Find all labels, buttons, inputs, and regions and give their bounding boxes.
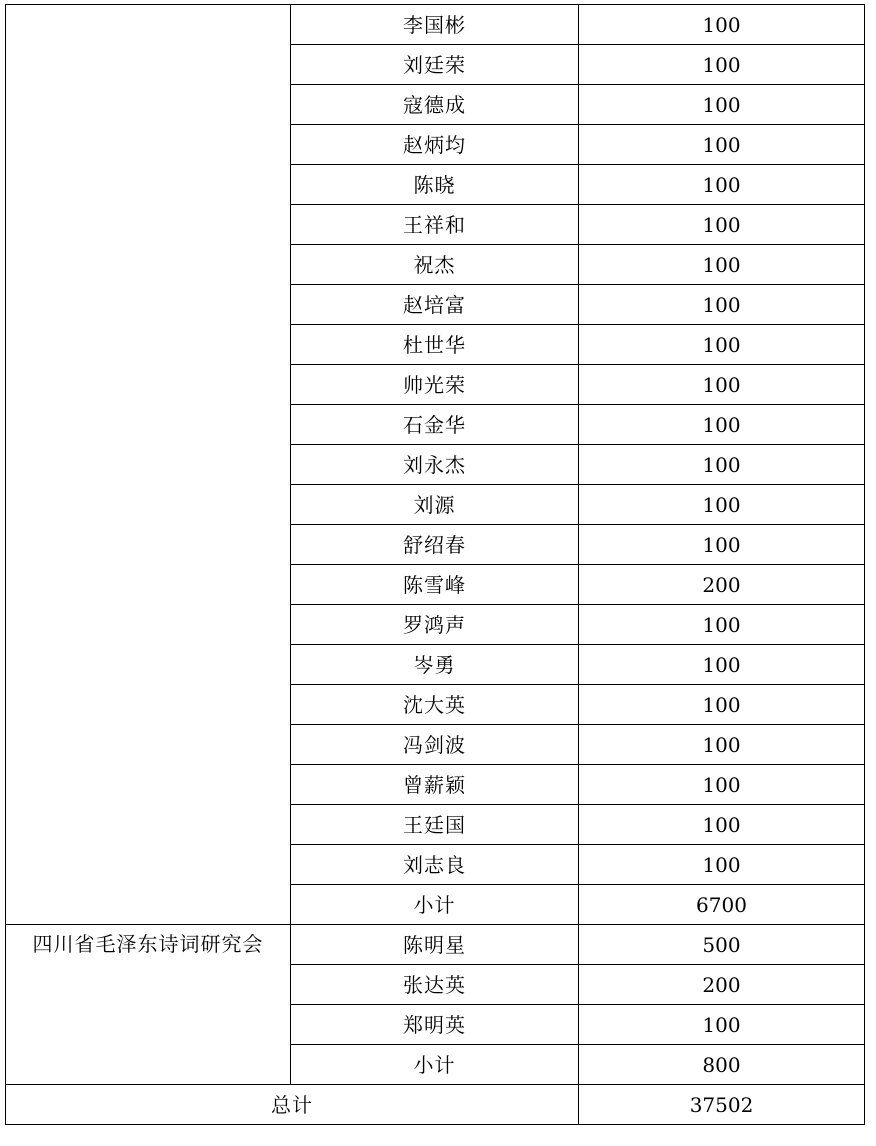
donor-name-cell: 王廷国 — [291, 805, 579, 845]
donation-amount-cell: 200 — [579, 565, 865, 605]
donation-amount-cell: 100 — [579, 125, 865, 165]
donation-amount-cell: 100 — [579, 205, 865, 245]
donor-name-cell: 岑勇 — [291, 645, 579, 685]
donation-amount-cell: 100 — [579, 165, 865, 205]
donor-name-cell: 罗鸿声 — [291, 605, 579, 645]
donor-name-cell: 刘源 — [291, 485, 579, 525]
donor-name-cell: 帅光荣 — [291, 365, 579, 405]
donor-name-cell: 刘廷荣 — [291, 45, 579, 85]
subtotal-label-cell: 小计 — [291, 1045, 579, 1085]
donation-amount-cell: 100 — [579, 285, 865, 325]
donation-amount-cell: 100 — [579, 85, 865, 125]
subtotal-label-cell: 小计 — [291, 885, 579, 925]
donor-name-cell: 石金华 — [291, 405, 579, 445]
donation-amount-cell: 100 — [579, 685, 865, 725]
donation-amount-cell: 100 — [579, 485, 865, 525]
donor-name-cell: 陈雪峰 — [291, 565, 579, 605]
donation-amount-cell: 100 — [579, 365, 865, 405]
donor-name-cell: 陈明星 — [291, 925, 579, 965]
donor-name-cell: 赵炳均 — [291, 125, 579, 165]
donation-amount-cell: 100 — [579, 605, 865, 645]
donation-amount-cell: 100 — [579, 405, 865, 445]
donor-name-cell: 陈晓 — [291, 165, 579, 205]
total-row — [6, 1085, 865, 1125]
donor-name-cell: 冯剑波 — [291, 725, 579, 765]
donation-amount-cell: 100 — [579, 5, 865, 45]
donation-amount-cell: 100 — [579, 845, 865, 885]
donation-amount-cell: 100 — [579, 805, 865, 845]
donor-name-cell: 张达英 — [291, 965, 579, 1005]
donor-name-cell: 王祥和 — [291, 205, 579, 245]
donation-amount-cell: 100 — [579, 1005, 865, 1045]
donor-name-cell: 曾薪颖 — [291, 765, 579, 805]
donor-name-cell: 祝杰 — [291, 245, 579, 285]
donor-name-cell: 舒绍春 — [291, 525, 579, 565]
donor-name-cell: 杜世华 — [291, 325, 579, 365]
donor-name-cell: 赵培富 — [291, 285, 579, 325]
donation-amount-cell: 100 — [579, 325, 865, 365]
subtotal-amount-cell: 6700 — [579, 885, 865, 925]
donor-name-cell: 刘永杰 — [291, 445, 579, 485]
donor-name-cell: 沈大英 — [291, 685, 579, 725]
donation-amount-cell: 200 — [579, 965, 865, 1005]
donor-name-cell: 郑明英 — [291, 1005, 579, 1045]
total-amount-cell: 37502 — [579, 1085, 865, 1125]
donor-name-cell: 刘志良 — [291, 845, 579, 885]
organization-cell: 四川省毛泽东诗词研究会 — [6, 925, 291, 1085]
donor-name-cell: 寇德成 — [291, 85, 579, 125]
donation-amount-cell: 100 — [579, 525, 865, 565]
donation-amount-cell: 100 — [579, 445, 865, 485]
total-label-cell: 总计 — [6, 1085, 579, 1125]
organization-cell — [6, 5, 291, 925]
donor-name-cell: 李国彬 — [291, 5, 579, 45]
subtotal-amount-cell: 800 — [579, 1045, 865, 1085]
table-row — [6, 5, 865, 45]
table-row — [6, 925, 865, 965]
donation-amount-cell: 100 — [579, 245, 865, 285]
donation-table — [5, 4, 865, 1125]
table-body — [6, 5, 865, 1125]
donation-amount-cell: 100 — [579, 645, 865, 685]
donation-amount-cell: 100 — [579, 765, 865, 805]
donation-amount-cell: 500 — [579, 925, 865, 965]
donation-amount-cell: 100 — [579, 45, 865, 85]
donation-amount-cell: 100 — [579, 725, 865, 765]
